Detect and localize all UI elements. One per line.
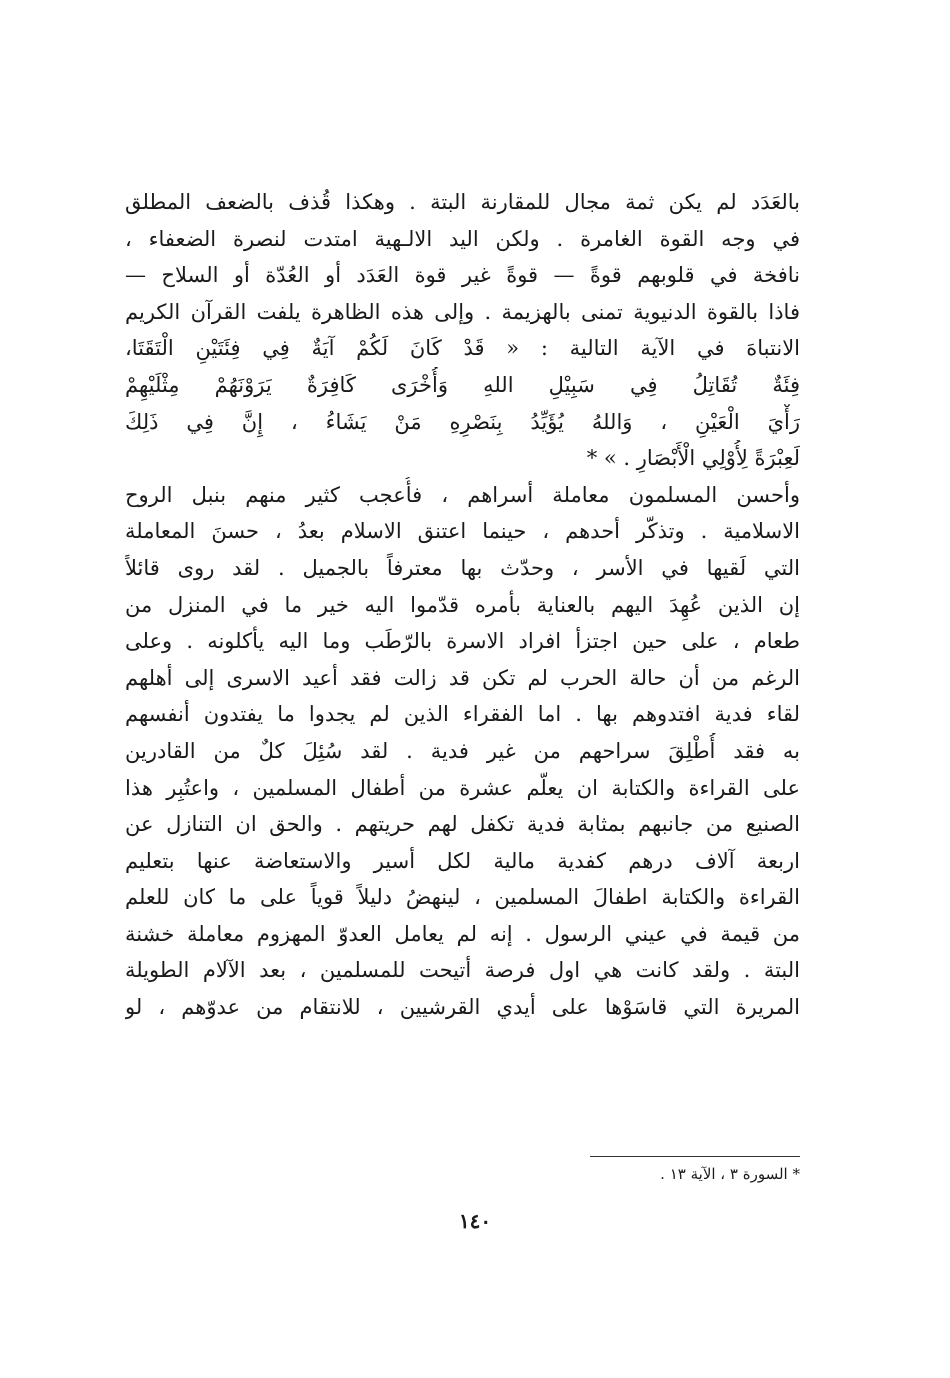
text-line: إن الذين عُهِدَ اليهم بالعناية بأمره قدّموا اليه خير ما في المنزل من (125, 592, 800, 617)
text-line: الرغم من أن حالة الحرب لم تكن قد زالت فقد أعيد الاسرى إلى أهلهم (125, 665, 800, 690)
text-line: الصنيع من جانبهم بمثابة فدية تكفل لهم حريتهم . والحق ان التنازل عن (125, 812, 800, 837)
text-line: التي لَقيها في الأسر ، وحدّث بها معترفاً بالجميل . لقد روى قائلاً (125, 555, 800, 580)
text-line: به فقد أُطْلِقَ سراحهم من غير فدية . لقد سُئِلَ كلٌ من القادرين (125, 738, 800, 763)
text-line: وأحسن المسلمون معاملة أسراهم ، فأُعجب كثير منهم بنبل الروح (125, 482, 800, 507)
footnote-divider (590, 1156, 800, 1157)
quran-verse-line: رَأْيَ الْعَيْنِ ، وَاللهُ يُؤَيِّدُ بِنَصْرِهِ مَنْ يَشَاءُ ، إِنَّ فِي ذَلِكَ (125, 409, 800, 434)
text-line: نافخة في قلوبهم قوةً — قوةً غير قوة العَدَد أو العُدّة أو السلاح — (125, 263, 800, 288)
text-line: في وجه القوة الغامرة . ولكن اليد الالـهية امتدت لنصرة الضعفاء ، (125, 226, 800, 251)
main-text-block (125, 184, 800, 1026)
text-line: المريرة التي قاسَوْها على أيدي القرشيين ، للانتقام من عدوّهم ، لو (125, 995, 800, 1020)
text-line: الاسلامية . وتذكّر أحدهم ، حينما اعتنق الاسلام بعدُ ، حسنَ المعاملة (125, 519, 800, 544)
text-line: بالعَدَد لم يكن ثمة مجال للمقارنة البتة . وهكذا قُذف بالضعف المطلق (125, 190, 800, 214)
footnote: * السورة ٣ ، الآية ١٣ . (660, 1165, 800, 1183)
text-line: البتة . ولقد كانت هي اول فرصة أتيحت للمسلمين ، بعد الآلام الطويلة (125, 958, 800, 983)
text-line: فاذا بالقوة الدنيوية تمنى بالهزيمة . وإلى هذه الظاهرة يلفت القرآن الكريم (125, 299, 800, 324)
text-line: القراءة والكتابة اطفالَ المسلمين ، لينهضُ دليلاً قوياً على ما كان للعلم (125, 885, 800, 910)
text-line: لقاء فدية افتدوهم بها . اما الفقراء الذين لم يجدوا ما يفتدون أنفسهم (125, 702, 800, 727)
page-number: ١٤٠ (458, 1209, 492, 1233)
quran-verse-line: فِئَةٌ تُقَاتِلُ فِي سَبِيْلِ اللهِ وَأُخْرَى كَافِرَةٌ يَرَوْنَهُمْ مِثْلَيْهِمْ (125, 372, 800, 397)
text-line: على القراءة والكتابة ان يعلّم عشرة من أطفال المسلمين ، واعتُبِر هذا (125, 775, 800, 800)
quran-verse-line: الانتباهَ في الآية التالية : « قَدْ كَانَ لَكُمْ آيَةٌ فِي فِئَتَيْنِ الْتَقَتَا، (125, 336, 800, 361)
quran-verse-line: لَعِبْرَةً لِأُوْلِي الْأَبْصَارِ . » * (586, 446, 800, 471)
text-line: طعام ، على حين اجتزأ افراد الاسرة بالرّطَب وما اليه يأكلونه . وعلى (125, 629, 800, 654)
text-line: اربعة آلاف درهم كفدية مالية لكل أسير والاستعاضة عنها بتعليم (125, 848, 800, 873)
text-line: من قيمة في عيني الرسول . إنه لم يعامل العدوّ المهزوم معاملة خشنة (125, 921, 800, 946)
